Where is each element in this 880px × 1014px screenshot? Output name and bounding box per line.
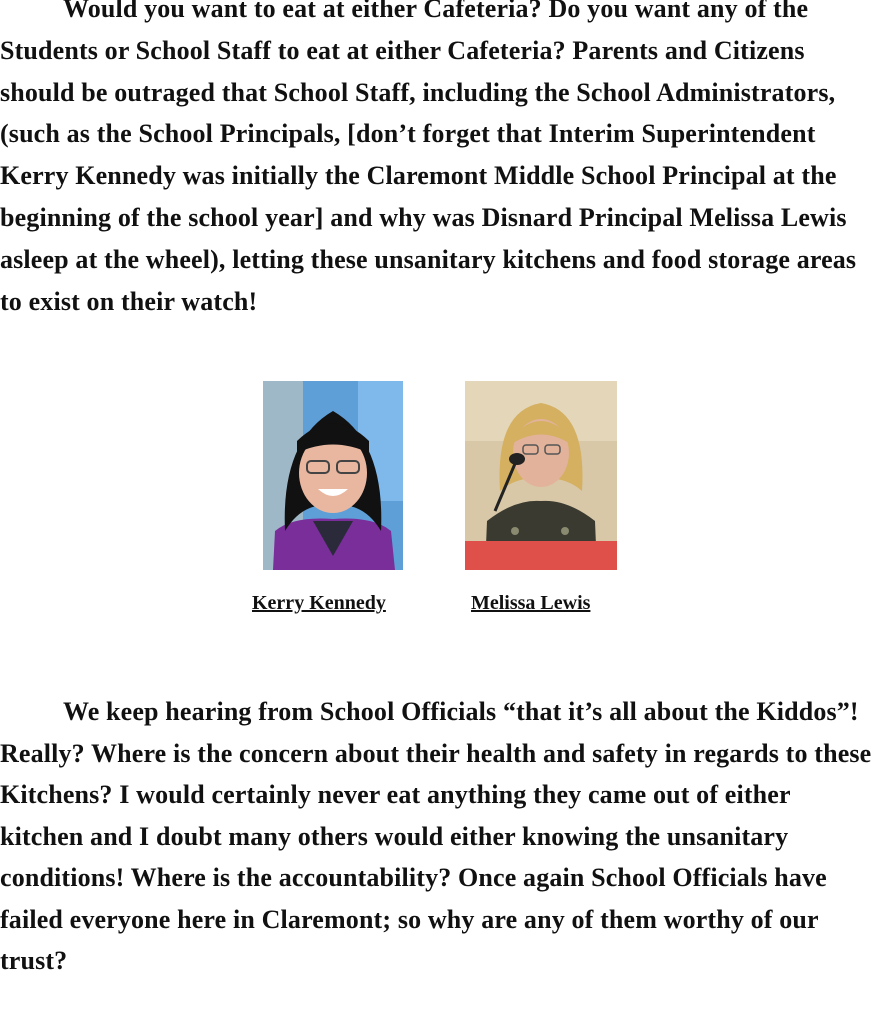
melissa-lewis-caption: Melissa Lewis [471,592,591,614]
melissa-lewis-photo [465,381,617,570]
kerry-kennedy-photo [263,381,403,570]
kerry-kennedy-portrait-image [263,381,403,570]
melissa-lewis-portrait-image [465,381,617,570]
article-paragraph-1: Would you want to eat at either Cafeteria? Do you want any of the Students or School Staff to eat at either Cafeteria? Parents and Citizens should be outraged that School Staff, including the School Administrators, (such as the School Principals, [don’t forget that Interim Superintendent Kerry Kennedy was initially the Claremont Middle School Principal at the beginning of the school year] and why was Disnard Principal Melissa Lewis asleep at the wheel), letting these unsanitary kitchens and food storage areas to exist on their watch! [0,0,857,316]
kerry-kennedy-caption: Kerry Kennedy [252,592,386,614]
article-paragraph-2: We keep hearing from School Officials “that it’s all about the Kiddos”! Really? Where is the concern about their health and safety in regards to these Kitchens? I would certainly never eat anything they came out of either kitchen and I doubt many others would either knowing the unsanitary conditions! Where is the accountability? Once again School Officials have failed everyone here in Claremont; so why are any of them worthy of our trust? [0,697,872,975]
